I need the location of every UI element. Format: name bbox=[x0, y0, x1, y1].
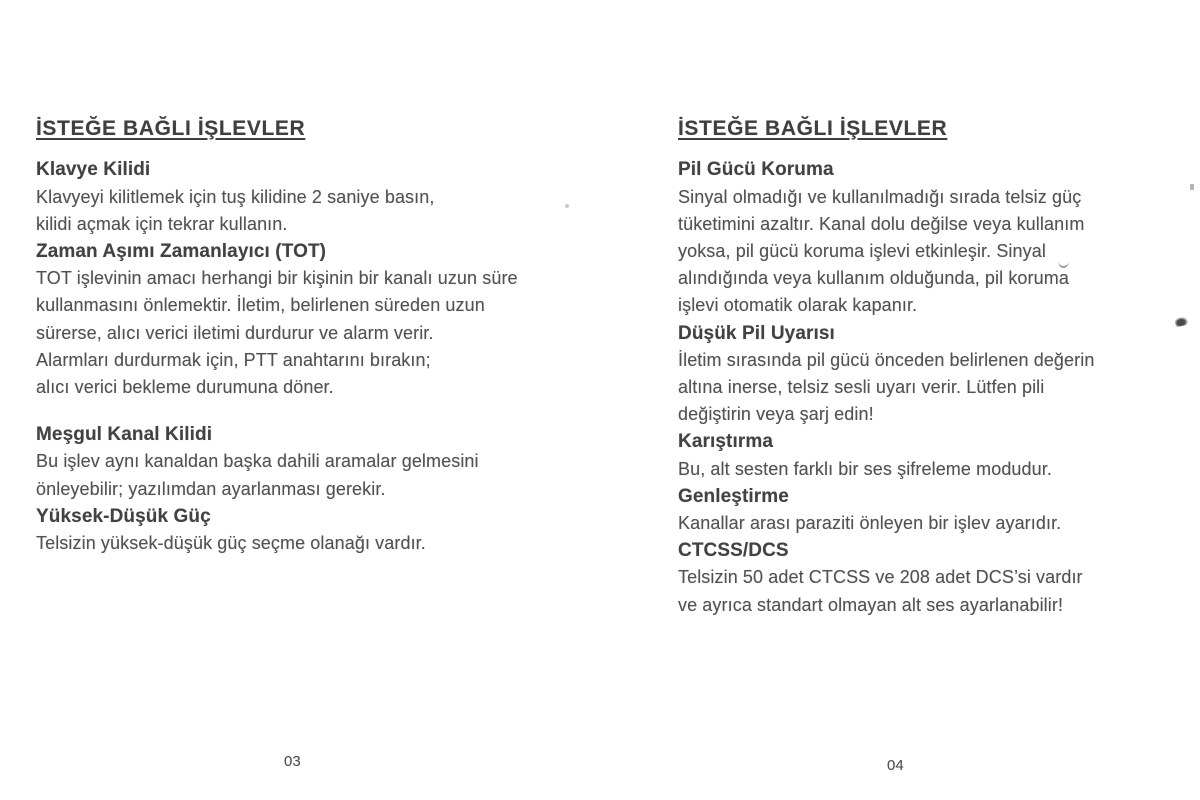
section-title: Meşgul Kanal Kilidi bbox=[36, 424, 213, 446]
text-line: alıcı verici bekleme durumuna döner. bbox=[36, 376, 334, 397]
page-heading: İSTEĞE BAĞLI İŞLEVLER bbox=[36, 117, 306, 141]
page-heading: İSTEĞE BAĞLI İŞLEVLER bbox=[678, 117, 948, 141]
page-number-left: 03 bbox=[284, 753, 301, 770]
text-line: yoksa, pil gücü koruma işlevi etkinleşir. Sinyal bbox=[678, 240, 1046, 261]
manual-page-left bbox=[36, 101, 601, 557]
section-title: Karıştırma bbox=[678, 431, 773, 453]
text-line: Alarmları durdurmak için, PTT anahtarını bırakın; bbox=[36, 349, 431, 370]
section-dusuk-pil-uyarisi bbox=[678, 320, 1200, 429]
text-line: altına inerse, telsiz sesli uyarı verir. Lütfen pili bbox=[678, 376, 1045, 397]
text-line: sürerse, alıcı verici iletimi durdurur ve alarm verir. bbox=[36, 322, 434, 343]
section-zaman-asimi-tot bbox=[36, 238, 601, 401]
page-number-right: 04 bbox=[887, 757, 904, 774]
text-line: alındığında veya kullanım olduğunda, pil koruma bbox=[678, 268, 1069, 289]
section-title: Zaman Aşımı Zamanlayıcı (TOT) bbox=[36, 240, 327, 262]
section-yuksek-dusuk-guc bbox=[36, 503, 601, 557]
section-karistirma bbox=[678, 428, 1200, 482]
text-line: kilidi açmak için tekrar kullanın. bbox=[36, 213, 288, 234]
section-klavye-kilidi bbox=[36, 156, 601, 238]
section-title: Yüksek-Düşük Güç bbox=[36, 505, 211, 527]
text-line: Bu, alt sesten farklı bir ses şifreleme modudur. bbox=[678, 458, 1052, 479]
section-title: Pil Gücü Koruma bbox=[678, 159, 834, 181]
text-line: değiştirin veya şarj edin! bbox=[678, 404, 874, 425]
text-line: Sinyal olmadığı ve kullanılmadığı sırada telsiz güç bbox=[678, 186, 1082, 207]
text-line: İletim sırasında pil gücü önceden belirlenen değerin bbox=[678, 349, 1095, 370]
section-genlestirme bbox=[678, 483, 1200, 537]
section-ctcss-dcs bbox=[678, 537, 1200, 619]
text-line: Telsizin yüksek-düşük güç seçme olanağı vardır. bbox=[36, 532, 426, 553]
section-pil-gucu-koruma bbox=[678, 156, 1200, 319]
text-line: tüketimini azaltır. Kanal dolu değilse veya kullanım bbox=[678, 213, 1085, 234]
text-line: işlevi otomatik olarak kapanır. bbox=[678, 295, 918, 316]
manual-page-right bbox=[678, 101, 1200, 619]
text-line: önleyebilir; yazılımdan ayarlanması gerekir. bbox=[36, 478, 386, 499]
section-title: Düşük Pil Uyarısı bbox=[678, 322, 835, 344]
text-line: ve ayrıca standart olmayan alt ses ayarlanabilir! bbox=[678, 594, 1064, 615]
text-line: Telsizin 50 adet CTCSS ve 208 adet DCS’si vardır bbox=[678, 567, 1083, 588]
text-line: TOT işlevinin amacı herhangi bir kişinin bir kanalı uzun süre bbox=[36, 268, 518, 289]
section-mesgul-kanal-kilidi bbox=[36, 421, 601, 503]
section-title: Genleştirme bbox=[678, 485, 789, 507]
text-line: Bu işlev aynı kanaldan başka dahili aramalar gelmesini bbox=[36, 451, 479, 472]
text-line: Kanallar arası paraziti önleyen bir işlev ayarıdır. bbox=[678, 512, 1062, 533]
text-line: Klavyeyi kilitlemek için tuş kilidine 2 saniye basın, bbox=[36, 186, 435, 207]
section-title: CTCSS/DCS bbox=[678, 540, 789, 562]
section-title: Klavye Kilidi bbox=[36, 159, 151, 181]
text-line: kullanmasını önlemektir. İletim, belirlenen süreden uzun bbox=[36, 295, 485, 316]
